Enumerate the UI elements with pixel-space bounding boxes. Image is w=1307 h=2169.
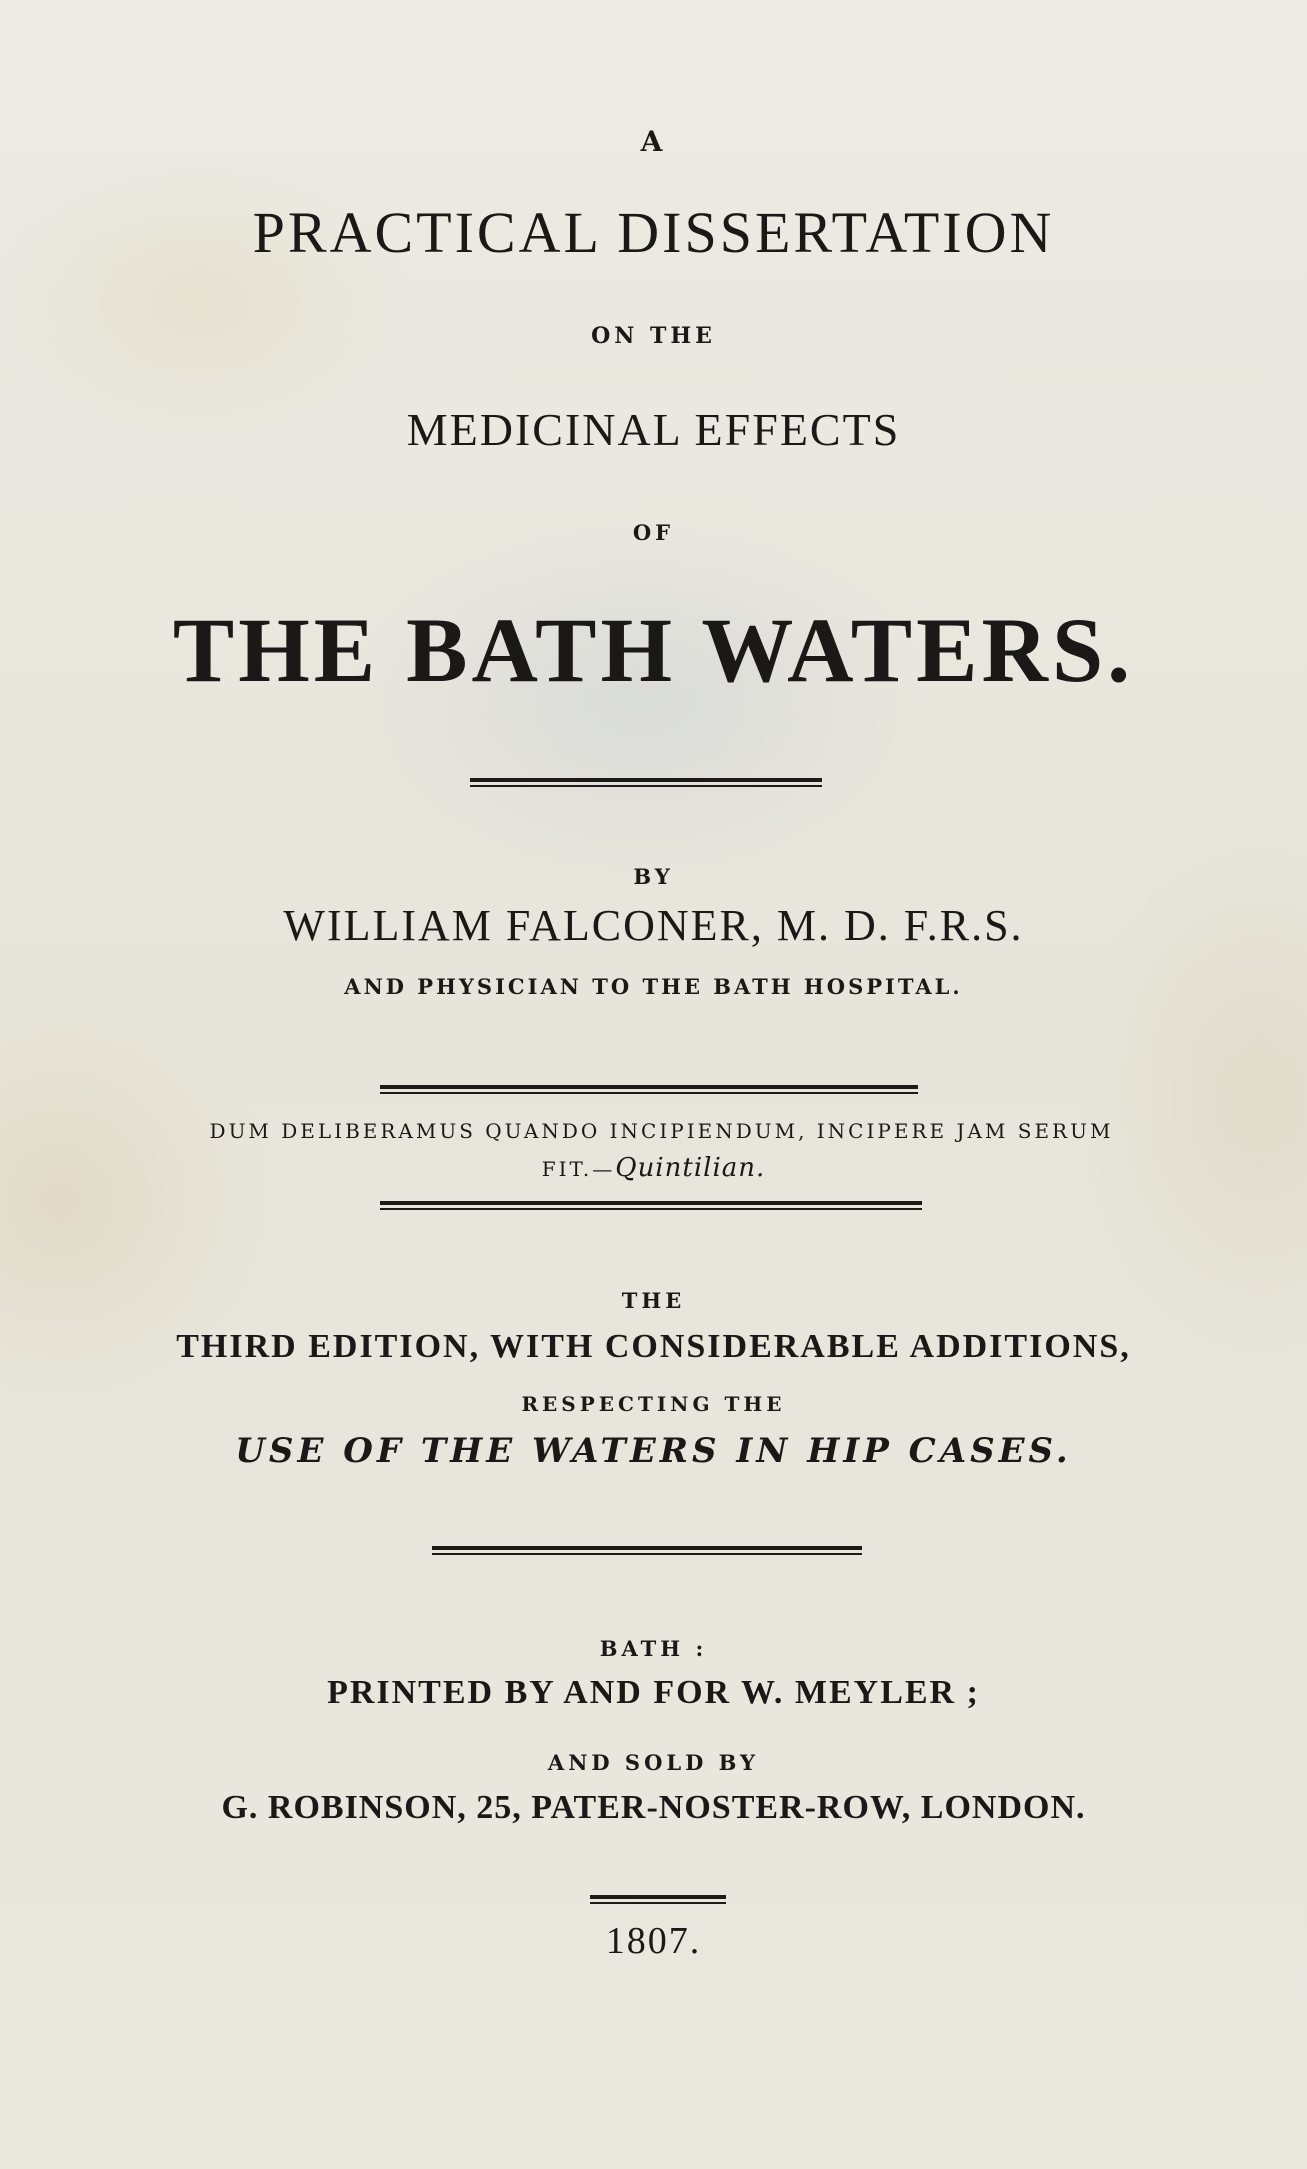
epigraph-attribution: Quintilian. <box>615 1153 766 1183</box>
epigraph-line-1: DUM DELIBERAMUS QUANDO INCIPIENDUM, INCIPERE JAM SERUM <box>209 1119 1114 1143</box>
edition-article: THE <box>621 1288 686 1313</box>
imprint-year: 1807. <box>605 1920 702 1962</box>
divider-rule <box>380 1201 922 1210</box>
epigraph-ending: FIT.— <box>541 1157 616 1181</box>
respecting-line: RESPECTING THE <box>521 1392 786 1416</box>
divider-rule <box>380 1085 918 1094</box>
edition-subject: USE OF THE WATERS IN HIP CASES. <box>235 1431 1072 1471</box>
author-role: AND PHYSICIAN TO THE BATH HOSPITAL. <box>344 974 963 999</box>
imprint-place: BATH : <box>599 1636 708 1661</box>
imprint-seller: G. ROBINSON, 25, PATER-NOSTER-ROW, LONDON. <box>221 1789 1086 1826</box>
main-title: THE BATH WATERS. <box>172 599 1135 701</box>
byline-by: BY <box>633 864 674 889</box>
divider-rule <box>432 1546 862 1555</box>
author-name: WILLIAM FALCONER, M. D. F.R.S. <box>283 901 1024 950</box>
title-line-1: PRACTICAL DISSERTATION <box>252 200 1055 265</box>
title-article: A <box>640 125 667 158</box>
divider-rule <box>590 1895 726 1904</box>
edition-line: THIRD EDITION, WITH CONSIDERABLE ADDITIONS, <box>176 1328 1131 1365</box>
connector-on-the: ON THE <box>591 323 716 349</box>
epigraph-line-2 <box>0 1155 1307 1181</box>
imprint-printer: PRINTED BY AND FOR W. MEYLER ; <box>327 1674 980 1711</box>
divider-rule <box>470 778 822 787</box>
imprint-sold-by: AND SOLD BY <box>547 1750 760 1775</box>
title-line-2: MEDICINAL EFFECTS <box>406 404 901 455</box>
connector-of: OF <box>632 520 675 545</box>
